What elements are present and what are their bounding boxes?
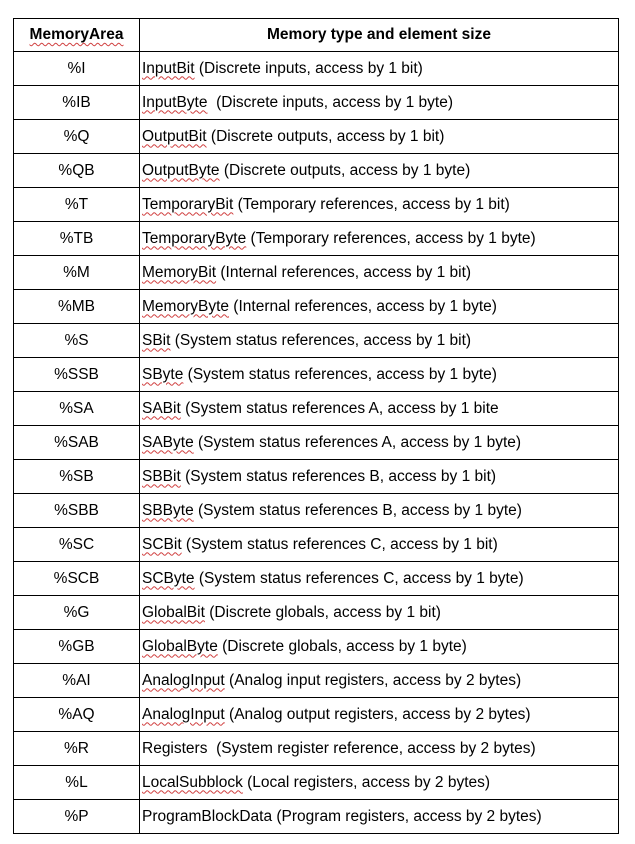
table-row [14, 562, 619, 596]
memory-type-name: SByte [142, 365, 184, 383]
table-body [14, 52, 619, 834]
table-row [14, 324, 619, 358]
table-row [14, 732, 619, 766]
memory-type-cell [140, 324, 619, 358]
memory-type-description: (Internal references, access by 1 bit) [216, 263, 472, 281]
memory-type-description: (Discrete inputs, access by 1 bit) [194, 59, 423, 77]
memory-area-cell: %T [14, 188, 140, 222]
table-row [14, 52, 619, 86]
memory-type-name: SAByte [142, 433, 194, 451]
memory-type-name: AnalogInput [142, 671, 225, 689]
memory-type-description: (System status references B, access by 1 byte) [193, 501, 522, 519]
memory-area-cell: %I [14, 52, 140, 86]
table-row [14, 392, 619, 426]
memory-type-name: SCBit [142, 535, 182, 553]
memory-type-name: MemoryBit [142, 263, 217, 281]
memory-type-cell [140, 528, 619, 562]
memory-area-cell: %R [14, 732, 140, 766]
memory-type-cell [140, 120, 619, 154]
memory-type-cell [140, 766, 619, 800]
memory-type-description: (Discrete outputs, access by 1 byte) [219, 161, 471, 179]
table-row [14, 154, 619, 188]
table-row [14, 596, 619, 630]
memory-type-name: ProgramBlockData [142, 807, 273, 825]
memory-area-cell: %SC [14, 528, 140, 562]
memory-area-cell: %GB [14, 630, 140, 664]
memory-area-cell: %SA [14, 392, 140, 426]
memory-type-cell [140, 188, 619, 222]
memory-type-name: MemoryByte [142, 297, 229, 315]
memory-area-cell: %MB [14, 290, 140, 324]
memory-type-cell [140, 494, 619, 528]
memory-type-name: TemporaryBit [142, 195, 234, 213]
memory-area-cell: %TB [14, 222, 140, 256]
header-memory-area: MemoryArea [14, 19, 140, 52]
memory-type-name: OutputByte [142, 161, 220, 179]
table-row [14, 698, 619, 732]
table-row [14, 630, 619, 664]
memory-type-description: (Discrete globals, access by 1 byte) [217, 637, 467, 655]
memory-type-name: OutputBit [142, 127, 207, 145]
memory-type-name: SBByte [142, 501, 194, 519]
memory-type-description: (System status references A, access by 1 bite [180, 399, 499, 417]
memory-type-name: GlobalByte [142, 637, 218, 655]
table-row [14, 800, 619, 834]
memory-area-cell: %SB [14, 460, 140, 494]
memory-type-cell [140, 426, 619, 460]
memory-area-cell: %AI [14, 664, 140, 698]
memory-type-cell [140, 664, 619, 698]
memory-type-cell [140, 256, 619, 290]
memory-type-name: LocalSubblock [142, 773, 243, 791]
memory-area-cell: %S [14, 324, 140, 358]
memory-type-description: (System status references A, access by 1 byte) [193, 433, 522, 451]
memory-type-cell [140, 596, 619, 630]
memory-type-description: (Internal references, access by 1 byte) [229, 297, 497, 315]
memory-type-name: InputBit [142, 59, 195, 77]
table-row [14, 290, 619, 324]
memory-type-name: SABit [142, 399, 181, 417]
memory-type-description: (System status references, access by 1 byte) [183, 365, 497, 383]
table-row [14, 120, 619, 154]
memory-type-description: (Analog input registers, access by 2 bytes) [224, 671, 522, 689]
table-row [14, 358, 619, 392]
table-row [14, 86, 619, 120]
memory-type-description: (Discrete inputs, access by 1 byte) [207, 93, 454, 111]
memory-type-cell [140, 154, 619, 188]
memory-type-description: (Temporary references, access by 1 byte) [246, 229, 536, 247]
memory-type-cell [140, 52, 619, 86]
memory-area-cell: %SCB [14, 562, 140, 596]
table-row [14, 528, 619, 562]
table-row [14, 188, 619, 222]
memory-type-description: (Program registers, access by 2 bytes) [272, 807, 542, 825]
table-row [14, 460, 619, 494]
table-row [14, 426, 619, 460]
memory-area-cell: %SAB [14, 426, 140, 460]
memory-area-cell: %SBB [14, 494, 140, 528]
memory-type-cell [140, 698, 619, 732]
table-row [14, 664, 619, 698]
memory-type-cell [140, 562, 619, 596]
memory-area-cell: %L [14, 766, 140, 800]
memory-type-name: SBBit [142, 467, 181, 485]
memory-type-name: AnalogInput [142, 705, 225, 723]
memory-type-description: (Temporary references, access by 1 bit) [233, 195, 510, 213]
memory-type-name: InputByte [142, 93, 208, 111]
memory-type-description: (System status references C, access by 1 bit) [181, 535, 498, 553]
memory-type-cell [140, 290, 619, 324]
memory-type-cell [140, 392, 619, 426]
memory-type-name: TemporaryByte [142, 229, 247, 247]
memory-type-description: (System status references, access by 1 bit) [170, 331, 472, 349]
memory-type-cell [140, 358, 619, 392]
memory-area-cell: %G [14, 596, 140, 630]
memory-type-cell [140, 630, 619, 664]
memory-type-name: Registers [142, 739, 208, 757]
memory-area-cell: %SSB [14, 358, 140, 392]
memory-type-cell [140, 222, 619, 256]
memory-type-cell [140, 460, 619, 494]
memory-area-cell: %Q [14, 120, 140, 154]
memory-type-description: (Local registers, access by 2 bytes) [242, 773, 491, 791]
memory-type-description: (Discrete globals, access by 1 bit) [204, 603, 441, 621]
memory-area-cell: %IB [14, 86, 140, 120]
memory-type-description: (System register reference, access by 2 bytes) [207, 739, 536, 757]
memory-area-cell: %QB [14, 154, 140, 188]
memory-type-description: (Discrete outputs, access by 1 bit) [206, 127, 445, 145]
header-row [14, 19, 619, 52]
memory-area-cell: %M [14, 256, 140, 290]
table-row [14, 494, 619, 528]
memory-type-cell [140, 800, 619, 834]
memory-type-description: (Analog output registers, access by 2 bytes) [224, 705, 531, 723]
memory-type-cell [140, 86, 619, 120]
table-row [14, 256, 619, 290]
memory-type-description: (System status references C, access by 1 byte) [194, 569, 524, 587]
memory-area-cell: %P [14, 800, 140, 834]
header-memory-type: Memory type and element size [140, 19, 619, 52]
memory-type-cell [140, 732, 619, 766]
memory-type-name: GlobalBit [142, 603, 205, 621]
memory-type-name: SCByte [142, 569, 195, 587]
memory-area-cell: %AQ [14, 698, 140, 732]
table-row [14, 766, 619, 800]
memory-type-name: SBit [142, 331, 171, 349]
memory-area-table [13, 18, 619, 834]
memory-type-description: (System status references B, access by 1 bit) [180, 467, 497, 485]
table-row [14, 222, 619, 256]
